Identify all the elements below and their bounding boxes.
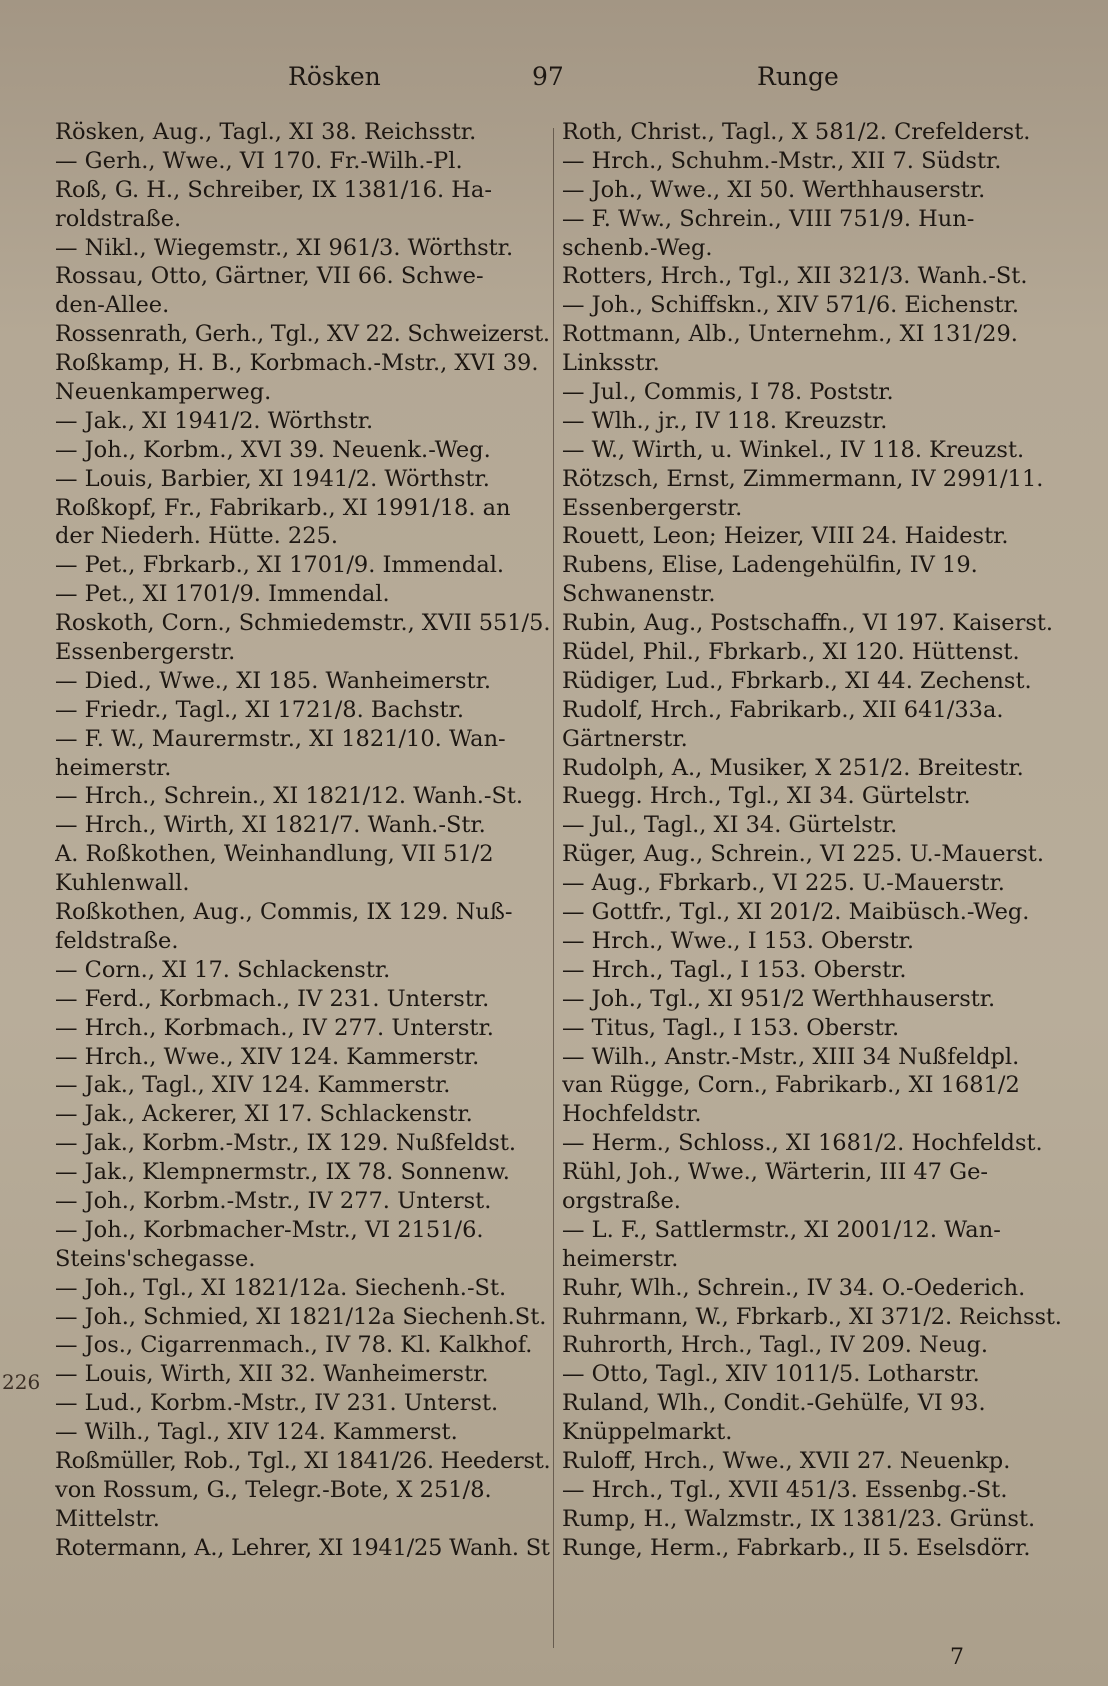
directory-entry-line: — Lud., Korbm.-Mstr., IV 231. Unterst. (55, 1390, 499, 1417)
directory-entry-line: Knüppelmarkt. (562, 1419, 733, 1446)
directory-entry-line: van Rügge, Corn., Fabrikarb., XI 1681/2 (562, 1072, 1020, 1099)
directory-entry-line: Gärtnerstr. (562, 725, 688, 752)
directory-entry-line: Rüger, Aug., Schrein., VI 225. U.-Mauerst. (562, 841, 1045, 868)
header-left-keyword: Rösken (288, 62, 381, 91)
directory-entry-line: Rüdel, Phil., Fbrkarb., XI 120. Hüttenst. (562, 639, 1020, 666)
directory-entry-line: — Titus, Tagl., I 153. Oberstr. (562, 1014, 900, 1041)
directory-entry-line: Rouett, Leon; Heizer, VIII 24. Haidestr. (562, 523, 1009, 550)
directory-entry-line: — Hrch., Wirth, XI 1821/7. Wanh.-Str. (55, 812, 486, 839)
directory-entry-line: — Hrch., Wwe., I 153. Oberstr. (562, 927, 914, 954)
directory-entry-line: Rubin, Aug., Postschaffn., VI 197. Kaiserst. (562, 610, 1054, 637)
directory-entry-line: Steins'schegasse. (55, 1245, 256, 1272)
column-divider (553, 128, 554, 1648)
directory-entry-line: — Aug., Fbrkarb., VI 225. U.-Mauerstr. (562, 870, 1005, 897)
directory-entry-line: — Joh., Korbm.-Mstr., IV 277. Unterst. (55, 1187, 492, 1214)
directory-entry-line: — Wlh., jr., IV 118. Kreuzstr. (562, 407, 888, 434)
directory-entry-line: Ruloff, Hrch., Wwe., XVII 27. Neuenkp. (562, 1447, 1011, 1474)
directory-entry-line: Rubens, Elise, Ladengehülfin, IV 19. (562, 552, 978, 579)
directory-entry-line: — Hrch., Korbmach., IV 277. Unterstr. (55, 1014, 494, 1041)
directory-entry-line: Rudolph, A., Musiker, X 251/2. Breitestr. (562, 754, 1024, 781)
directory-entry-line: — Herm., Schloss., XI 1681/2. Hochfeldst. (562, 1130, 1043, 1157)
directory-entry-line: — Corn., XI 17. Schlackenstr. (55, 956, 391, 983)
directory-entry-line: — Nikl., Wiegemstr., XI 961/3. Wörthstr. (55, 234, 514, 261)
directory-entry-line: Roßmüller, Rob., Tgl., XI 1841/26. Heederst. (55, 1447, 550, 1474)
directory-entry-line: — Hrch., Tagl., I 153. Oberstr. (562, 956, 907, 983)
directory-entry-line: Rötzsch, Ernst, Zimmermann, IV 2991/11. (562, 465, 1044, 492)
directory-entry-line: heimerstr. (562, 1245, 679, 1272)
directory-entry-line: Roth, Christ., Tagl., X 581/2. Crefelderst. (562, 119, 1031, 145)
directory-entry-line: Runge, Herm., Fabrkarb., II 5. Eselsdörr. (562, 1534, 1031, 1561)
directory-entry-line: Rösken, Aug., Tagl., XI 38. Reichsstr. (55, 119, 477, 145)
directory-entry-line: — Pet., Fbrkarb., XI 1701/9. Immendal. (55, 552, 505, 579)
directory-entry-line: Roßkothen, Aug., Commis, IX 129. Nuß- (55, 899, 513, 926)
directory-entry-line: — Joh., Tgl., XI 951/2 Werthhauserstr. (562, 985, 996, 1012)
directory-entry-line: Ruegg. Hrch., Tgl., XI 34. Gürtelstr. (562, 783, 971, 810)
directory-entry-line: — Joh., Wwe., XI 50. Werthhauserstr. (562, 176, 986, 203)
directory-entry-line: Essenbergerstr. (562, 494, 743, 521)
directory-entry-line: — Joh., Korbm., XVI 39. Neuenk.-Weg. (55, 436, 491, 463)
directory-entry-line: — Jak., Tagl., XIV 124. Kammerstr. (55, 1072, 451, 1099)
directory-entry-line: Rüdiger, Lud., Fbrkarb., XI 44. Zechenst. (562, 667, 1032, 694)
footer-mark: 7 (950, 1645, 964, 1670)
directory-entry-line: — Jak., Korbm.-Mstr., IX 129. Nußfeldst. (55, 1130, 517, 1157)
margin-note: 226 (2, 1370, 41, 1394)
directory-entry-line: — Pet., XI 1701/9. Immendal. (55, 581, 390, 608)
directory-entry-line: — Louis, Wirth, XII 32. Wanheimerstr. (55, 1361, 489, 1388)
directory-entry-line: — Joh., Schmied, XI 1821/12a Siechenh.St. (55, 1303, 547, 1330)
directory-entry-line: Kuhlenwall. (55, 870, 190, 897)
directory-entry-line: — Hrch., Schuhm.-Mstr., XII 7. Südstr. (562, 147, 1002, 174)
directory-entry-line: — F. W., Maurermstr., XI 1821/10. Wan- (55, 725, 506, 752)
directory-entry-line: den-Allee. (55, 292, 170, 319)
directory-entry-line: Mittelstr. (55, 1505, 160, 1532)
directory-entry-line: — Jul., Tagl., XI 34. Gürtelstr. (562, 812, 898, 839)
directory-entry-line: Rühl, Joh., Wwe., Wärterin, III 47 Ge- (562, 1159, 989, 1186)
directory-entry-line: Schwanenstr. (562, 581, 716, 608)
directory-entry-line: — F. Ww., Schrein., VIII 751/9. Hun- (562, 205, 975, 232)
directory-entry-line: Essenbergerstr. (55, 639, 236, 666)
directory-entry-line: A. Roßkothen, Weinhandlung, VII 51/2 (55, 841, 494, 868)
directory-entry-line: — Jak., Klempnermstr., IX 78. Sonnenw. (55, 1159, 510, 1186)
directory-entry-line: — Otto, Tagl., XIV 1011/5. Lotharstr. (562, 1361, 980, 1388)
directory-entry-line: Rossau, Otto, Gärtner, VII 66. Schwe- (55, 263, 484, 290)
directory-entry-line: — Gerh., Wwe., VI 170. Fr.-Wilh.-Pl. (55, 147, 463, 174)
directory-entry-line: Rudolf, Hrch., Fabrikarb., XII 641/33a. (562, 696, 1004, 723)
directory-entry-line: Ruland, Wlh., Condit.-Gehülfe, VI 93. (562, 1390, 986, 1417)
directory-entry-line: — L. F., Sattlermstr., XI 2001/12. Wan- (562, 1216, 1001, 1243)
directory-entry-line: Roskoth, Corn., Schmiedemstr., XVII 551/5. (55, 610, 550, 637)
directory-entry-line: — Jak., Ackerer, XI 17. Schlackenstr. (55, 1101, 473, 1128)
directory-entry-line: Roß, G. H., Schreiber, IX 1381/16. Ha- (55, 176, 492, 203)
directory-entry-line: — Joh., Schiffskn., XIV 571/6. Eichenstr. (562, 292, 1019, 319)
directory-entry-line: — Gottfr., Tgl., XI 201/2. Maibüsch.-Weg. (562, 899, 1030, 926)
directory-entry-line: von Rossum, G., Telegr.-Bote, X 251/8. (55, 1476, 492, 1503)
directory-entry-line: Roßkamp, H. B., Korbmach.-Mstr., XVI 39. (55, 350, 539, 377)
right-column (562, 118, 1062, 1563)
directory-entry-line: — Jos., Cigarrenmach., IV 78. Kl. Kalkhof. (55, 1332, 533, 1359)
header-right-keyword: Runge (757, 62, 839, 91)
directory-entry-line: feldstraße. (55, 927, 179, 954)
directory-entry-line: orgstraße. (562, 1187, 681, 1214)
directory-entry-line: — W., Wirth, u. Winkel., IV 118. Kreuzst. (562, 436, 1025, 463)
directory-entry-line: — Friedr., Tagl., XI 1721/8. Bachstr. (55, 696, 464, 723)
directory-entry-line: — Jak., XI 1941/2. Wörthstr. (55, 407, 374, 434)
directory-entry-line: — Wilh., Anstr.-Mstr., XIII 34 Nußfeldpl. (562, 1043, 1020, 1070)
directory-entry-line: — Hrch., Schrein., XI 1821/12. Wanh.-St. (55, 783, 524, 810)
directory-entry-line: — Hrch., Wwe., XIV 124. Kammerstr. (55, 1043, 480, 1070)
directory-entry-line: Ruhr, Wlh., Schrein., IV 34. O.-Oederich. (562, 1274, 1026, 1301)
directory-entry-line: — Wilh., Tagl., XIV 124. Kammerst. (55, 1419, 458, 1446)
directory-entry-line: Ruhrorth, Hrch., Tagl., IV 209. Neug. (562, 1332, 989, 1359)
directory-entry-line: Rump, H., Walzmstr., IX 1381/23. Grünst. (562, 1505, 1036, 1532)
directory-entry-line: Neuenkamperweg. (55, 379, 272, 406)
directory-entry-line: roldstraße. (55, 205, 182, 232)
directory-entry-line: der Niederh. Hütte. 225. (55, 523, 339, 550)
directory-entry-line: Roßkopf, Fr., Fabrikarb., XI 1991/18. an (55, 494, 511, 521)
directory-entry-line: Rotters, Hrch., Tgl., XII 321/3. Wanh.-St. (562, 263, 1028, 290)
left-column (55, 118, 550, 1563)
directory-entry-line: Ruhrmann, W., Fbrkarb., XI 371/2. Reichsst. (562, 1303, 1062, 1330)
directory-entry-line: — Died., Wwe., XI 185. Wanheimerstr. (55, 667, 492, 694)
directory-entry-line: — Jul., Commis, I 78. Poststr. (562, 379, 894, 406)
directory-entry-line: — Hrch., Tgl., XVII 451/3. Essenbg.-St. (562, 1476, 1008, 1503)
directory-entry-line: — Joh., Tgl., XI 1821/12a. Siechenh.-St. (55, 1274, 507, 1301)
directory-entry-line: Rossenrath, Gerh., Tgl., XV 22. Schweizerst. (55, 321, 550, 348)
directory-entry-line: schenb.-Weg. (562, 234, 713, 261)
directory-entry-line: — Joh., Korbmacher-Mstr., VI 2151/6. (55, 1216, 484, 1243)
directory-entry-line: Rotermann, A., Lehrer, XI 1941/25 Wanh. St (55, 1534, 550, 1561)
page-number: 97 (532, 62, 564, 91)
directory-entry-line: Hochfeldstr. (562, 1101, 702, 1128)
directory-entry-line: Linksstr. (562, 350, 660, 377)
directory-entry-line: heimerstr. (55, 754, 172, 781)
page-header (60, 62, 1048, 102)
directory-entry-line: — Louis, Barbier, XI 1941/2. Wörthstr. (55, 465, 490, 492)
directory-entry-line: Rottmann, Alb., Unternehm., XI 131/29. (562, 321, 1018, 348)
directory-entry-line: — Ferd., Korbmach., IV 231. Unterstr. (55, 985, 490, 1012)
